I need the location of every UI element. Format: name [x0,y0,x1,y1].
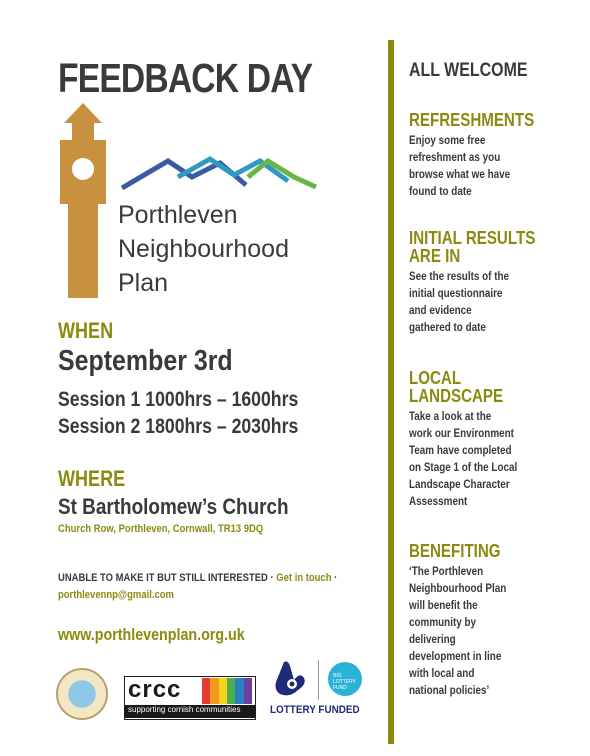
logo-line-3: Plan [118,269,169,297]
body-line: refreshment as you [409,152,501,164]
section-benefiting [409,541,522,700]
crcc-tagline: supporting cornish communities [128,705,241,714]
body-line: national policies’ [409,685,490,697]
venue-address: Church Row, Porthleven, Cornwall, TR13 9DQ [58,523,264,535]
when-heading: WHEN [58,318,114,343]
all-welcome-heading: ALL WELCOME [409,60,528,81]
body-line: and evidence [409,305,472,317]
logo-wordmark [118,198,289,300]
section-heading-line-2: LANDSCAPE [409,386,504,406]
body-line: Team have completed [409,445,512,457]
section-body [409,409,535,511]
stripe-yellow [219,678,227,704]
where-heading: WHERE [58,466,126,491]
get-in-touch-link[interactable]: Get in touch [276,572,332,584]
section-heading-line-2: ARE IN [409,246,461,266]
body-line: initial questionnaire [409,288,503,300]
stripe-purple [244,678,252,704]
separator: · [331,572,338,584]
venue-name: St Bartholomew’s Church [58,494,289,519]
town-crest-logo [56,668,108,720]
body-line: Landscape Character [409,479,510,491]
page-title: FEEDBACK DAY [58,55,313,101]
waves-logo [118,155,323,195]
body-line: See the results of the [409,271,510,283]
body-line: will benefit the [409,600,478,612]
body-line: community by [409,617,477,629]
stripe-red [202,678,210,704]
body-line: ‘The Porthleven [409,566,484,578]
body-line: development in line [409,651,502,663]
logo-line-2: Neighbourhood [118,235,289,263]
body-line: Enjoy some free [409,135,486,147]
section-refreshments [409,110,558,201]
logo-line-1: Porthleven [118,201,238,229]
body-line: work our Environment [409,428,514,440]
body-line: Assessment [409,496,468,508]
body-line: gathered to date [409,322,486,334]
body-line: with local and [409,668,475,680]
body-line: browse what we have [409,169,511,181]
big-lottery-fund-text: BIG LOTTERY FUND [333,673,356,691]
unable-text: UNABLE TO MAKE IT BUT STILL INTERESTED · [58,572,277,584]
body-line: on Stage 1 of the Local [409,462,518,474]
body-line: found to date [409,186,472,198]
column-divider [388,40,394,744]
section-local-landscape [409,368,535,511]
stripe-blue [235,678,243,704]
email-link[interactable]: porthlevennp@gmail.com [58,589,174,601]
crcc-wordmark: crcc [128,676,182,703]
stripe-green [227,678,235,704]
event-date: September 3rd [58,345,233,377]
session-2: Session 2 1800hrs – 2030hrs [58,415,299,438]
body-line: Neighbourhood Plan [409,583,507,595]
session-1: Session 1 1000hrs – 1600hrs [58,388,299,411]
section-initial-results [409,228,559,337]
lottery-divider [318,660,319,700]
stripe-orange [210,678,218,704]
contact-line [58,572,337,584]
section-heading-line-1: LOCAL [409,368,462,388]
section-body [409,133,558,201]
body-line: Take a look at the [409,411,492,423]
lottery-crossed-fingers-icon [270,658,314,700]
section-body [409,564,522,700]
section-heading-line-1: INITIAL RESULTS [409,228,536,248]
section-body [409,269,559,337]
body-line: delivering [409,634,456,646]
section-heading: REFRESHMENTS [409,110,535,130]
website-link[interactable]: www.porthlevenplan.org.uk [58,625,245,644]
lottery-funded-label: LOTTERY FUNDED [270,704,360,716]
section-heading: BENEFITING [409,541,501,561]
crcc-color-stripes [202,678,252,704]
